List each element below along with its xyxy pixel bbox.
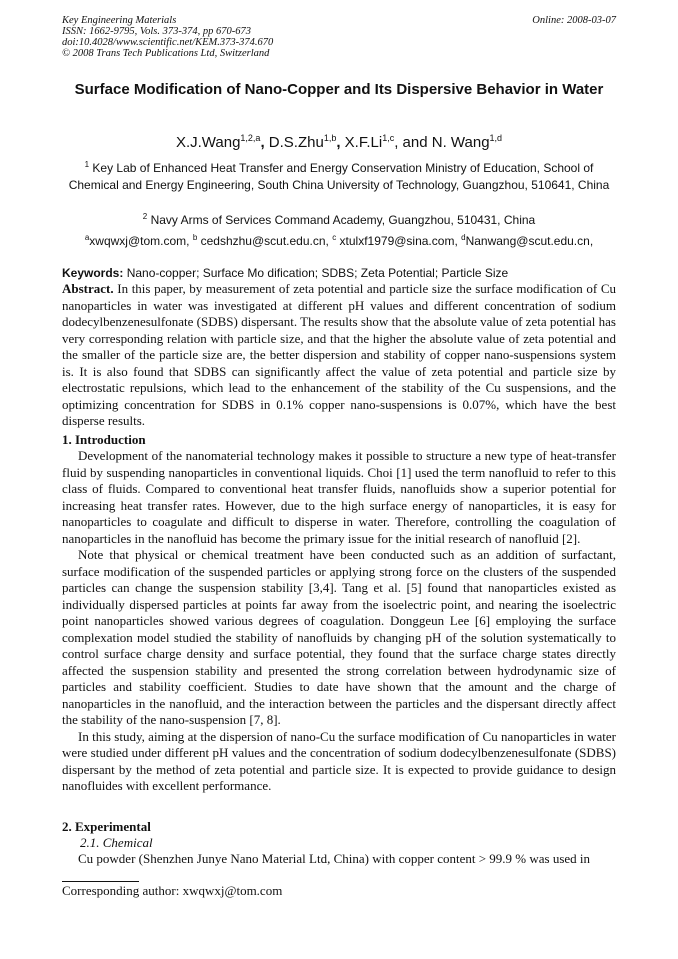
abstract (62, 281, 616, 430)
paragraph: Development of the nanomaterial technology makes it possible to structure a new type of heat-transfer fluid by suspending nanoparticles in conventional liquids. Choi [1] used the term nanofluid to refer to this class of fluids. Compared to conventional heat transfer fluids, nanofluids show a superior potential for increasing heat transfer rates. However, due to the high surface energy of nanoparticles, it is easy for nanoparticles to coagulate and difficult to disperse in water. Therefore, controlling the coagulation of nanoparticles in the nanofluid has become the primary issue for the initial research of nanofluid [2]. (62, 448, 616, 546)
email-mark: a (84, 233, 90, 242)
keywords (62, 265, 616, 281)
subsection-heading-chemical: 2.1. Chemical (80, 835, 153, 850)
affiliation-number: 1 (84, 160, 90, 169)
author-emails (62, 229, 616, 250)
email-a[interactable]: xwqwxj@tom.com, (89, 234, 193, 248)
email-b[interactable]: cedshzhu@scut.edu.cn, (197, 234, 333, 248)
affiliation-number: 2 (142, 212, 148, 221)
email-mark: b (192, 233, 198, 242)
affiliation-text: Key Lab of Enhanced Heat Transfer and Energy Conservation Ministry of Education, School of Chemical and Energy Engineering, South China University of Technology, Guangzhou, 510641, China (68, 161, 610, 192)
affiliation-2 (62, 208, 616, 229)
abstract-text: In this paper, by measurement of zeta potential and particle size the surface modification of Cu nanoparticles in water was investigated at different pH values and different concentration of sodium dodecylbenzenesulfonate (SDBS) dispersant. The results show that the absolute value of zeta potential has very corresponding relation with particle size, and that the higher the absolute value of zeta potential and the smaller of the particle size are, the better dispersion and stability of copper nano-suspensions system is. It is also found that SDBS can significantly affect the value of zeta potential and particle size by electrostatic repulsions, which lead to the enhancement of the stability of the Cu suspensions, and the optimizing concentration for SDBS in 0.1% copper nano-suspensions is 0.07%, which have the best disperse results. (62, 281, 616, 428)
author-name: X.F.Li (344, 134, 383, 151)
paragraph: Note that physical or chemical treatment have been conducted such as an addition of surfactant, surface modification of the suspended particles or applying strong force on the clusters of the suspended particles can change the suspension stability [3,4]. Tang et al. [5] found that nanoparticles existed as individually dispersed particles at points far away from the isoelectric point, and nearing the isoelectric point nanoparticles showed various degrees of coagulation. Donggeun Lee [6] employing the surface complexation model studied the stability of nanofluids by changing pH of the solution systematically to control surface charge density and surface potential, they found that the surface charge states directly affected the suspension stability and presented the strong correlation between hydrodynamic size of particles and stability coefficient. Studies to date have shown that the amount and the charge of nanoparticles in the nanofluid, and the interaction between the particles and the dispersant directly affect the stability of the nano-suspension [7, 8]. (62, 547, 616, 727)
doi-line: doi:10.4028/www.scientific.net/KEM.373-374.670 (62, 37, 274, 48)
paper-title: Surface Modification of Nano-Copper and Its Dispersive Behavior in Water (74, 81, 604, 98)
author-affiliation-mark: 1,d (489, 133, 503, 143)
author-separator: , (336, 134, 341, 151)
author-affiliation-mark: 1,c (382, 133, 395, 143)
author-affiliation-mark: 1,2,a (240, 133, 261, 143)
copyright-line: © 2008 Trans Tech Publications Ltd, Switzerland (62, 48, 270, 59)
section-heading-introduction: 1. Introduction (62, 432, 146, 447)
footnote-corresponding-author: Corresponding author: xwqwxj@tom.com (62, 883, 283, 898)
email-mark: d (461, 233, 466, 242)
issn-line: ISSN: 1662-9795, Vols. 373-374, pp 670-673 (62, 26, 251, 37)
paragraph: In this study, aiming at the dispersion of nano-Cu the surface modification of Cu nanoparticles in water were studied under different pH values and the concentration of sodium dodecylbenzenesulfonate (SDBS) dispersant by the method of zeta potential and particle size. It is expected to provide guidance to design nanofluides with excellent performance. (62, 728, 616, 793)
author-name: X.J.Wang (175, 134, 241, 151)
journal-name: Key Engineering Materials (62, 15, 177, 26)
introduction-body (62, 448, 616, 795)
author-separator: , (260, 134, 265, 151)
online-date: Online: 2008-03-07 (532, 15, 616, 26)
keywords-label: Keywords: (62, 266, 124, 280)
paragraph: Cu powder (Shenzhen Junye Nano Material Ltd, China) with copper content > 99.9 % was used in (78, 851, 591, 866)
email-d[interactable]: Nanwang@scut.edu.cn, (465, 234, 594, 248)
author-list (62, 128, 616, 153)
abstract-label: Abstract. (62, 281, 114, 296)
email-mark: c (332, 233, 337, 242)
footnote-rule (62, 881, 139, 882)
affiliation-text: Navy Arms of Services Command Academy, Guangzhou, 510431, China (147, 213, 536, 227)
author-affiliation-mark: 1,b (323, 133, 337, 143)
email-c[interactable]: xtulxf1979@sina.com, (336, 234, 462, 248)
journal-header (62, 15, 616, 59)
author-name: N. Wang (431, 134, 490, 151)
author-name: D.S.Zhu (268, 134, 324, 151)
affiliation-1 (62, 156, 616, 194)
keywords-text: Nano-copper; Surface Mo dification; SDBS; Zeta Potential; Particle Size (123, 266, 509, 280)
author-and: , and (394, 134, 432, 151)
section-heading-experimental: 2. Experimental (62, 819, 151, 834)
